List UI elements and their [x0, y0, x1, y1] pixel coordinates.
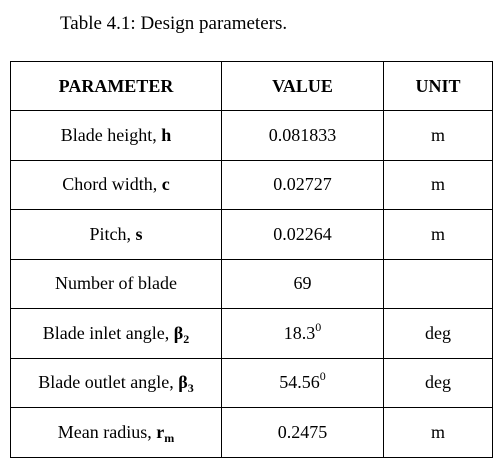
parameter-symbol-subscript: 2: [183, 331, 190, 346]
parameter-symbol-subscript: 3: [187, 381, 194, 396]
value-text: 18.3: [283, 322, 316, 343]
unit-cell: [384, 259, 493, 309]
parameter-symbol: β: [178, 372, 188, 393]
table-row: [11, 111, 493, 161]
value-cell: [222, 358, 384, 408]
parameter-cell: [11, 160, 222, 210]
parameter-symbol-subscript: m: [164, 430, 175, 445]
unit-cell: m: [384, 111, 493, 161]
parameter-label: Blade inlet angle,: [42, 322, 174, 343]
value-cell: 0.081833: [222, 111, 384, 161]
design-parameters-table: [10, 61, 493, 458]
value-text: 54.56: [279, 372, 320, 393]
value-cell: 0.02727: [222, 160, 384, 210]
table-caption: Table 4.1: Design parameters.: [60, 13, 288, 34]
table-row: [11, 210, 493, 260]
parameter-symbol: β: [173, 322, 184, 343]
header-unit: UNIT: [384, 62, 493, 111]
unit-cell: deg: [384, 309, 493, 359]
parameter-symbol: c: [161, 174, 170, 195]
value-cell: [222, 309, 384, 359]
parameter-label: Pitch,: [89, 223, 136, 244]
value-cell: 0.2475: [222, 408, 384, 458]
header-parameter: PARAMETER: [11, 62, 222, 111]
parameter-cell: [11, 358, 222, 408]
table-row: [11, 259, 493, 309]
header-value: VALUE: [222, 62, 384, 111]
parameter-label: Blade height,: [60, 124, 162, 145]
table-header-row: [11, 62, 493, 111]
unit-cell: m: [384, 408, 493, 458]
unit-cell: m: [384, 210, 493, 260]
parameter-cell: [11, 309, 222, 359]
parameter-symbol: s: [135, 223, 143, 244]
table-row: [11, 408, 493, 458]
parameter-label: Blade outlet angle,: [38, 372, 179, 393]
parameter-label: Number of blade: [55, 273, 177, 294]
parameter-label: Chord width,: [62, 174, 162, 195]
parameter-symbol: r: [156, 421, 165, 442]
parameter-cell: [11, 408, 222, 458]
value-superscript: 0: [315, 319, 322, 334]
parameter-cell: [11, 259, 222, 309]
parameter-label: Mean radius,: [57, 421, 157, 442]
table-row: [11, 309, 493, 359]
parameter-symbol: h: [161, 124, 172, 145]
value-cell: 69: [222, 259, 384, 309]
parameter-cell: [11, 111, 222, 161]
value-cell: 0.02264: [222, 210, 384, 260]
unit-cell: m: [384, 160, 493, 210]
unit-cell: deg: [384, 358, 493, 408]
value-superscript: 0: [319, 369, 326, 384]
table-row: [11, 358, 493, 408]
parameter-cell: [11, 210, 222, 260]
table-row: [11, 160, 493, 210]
